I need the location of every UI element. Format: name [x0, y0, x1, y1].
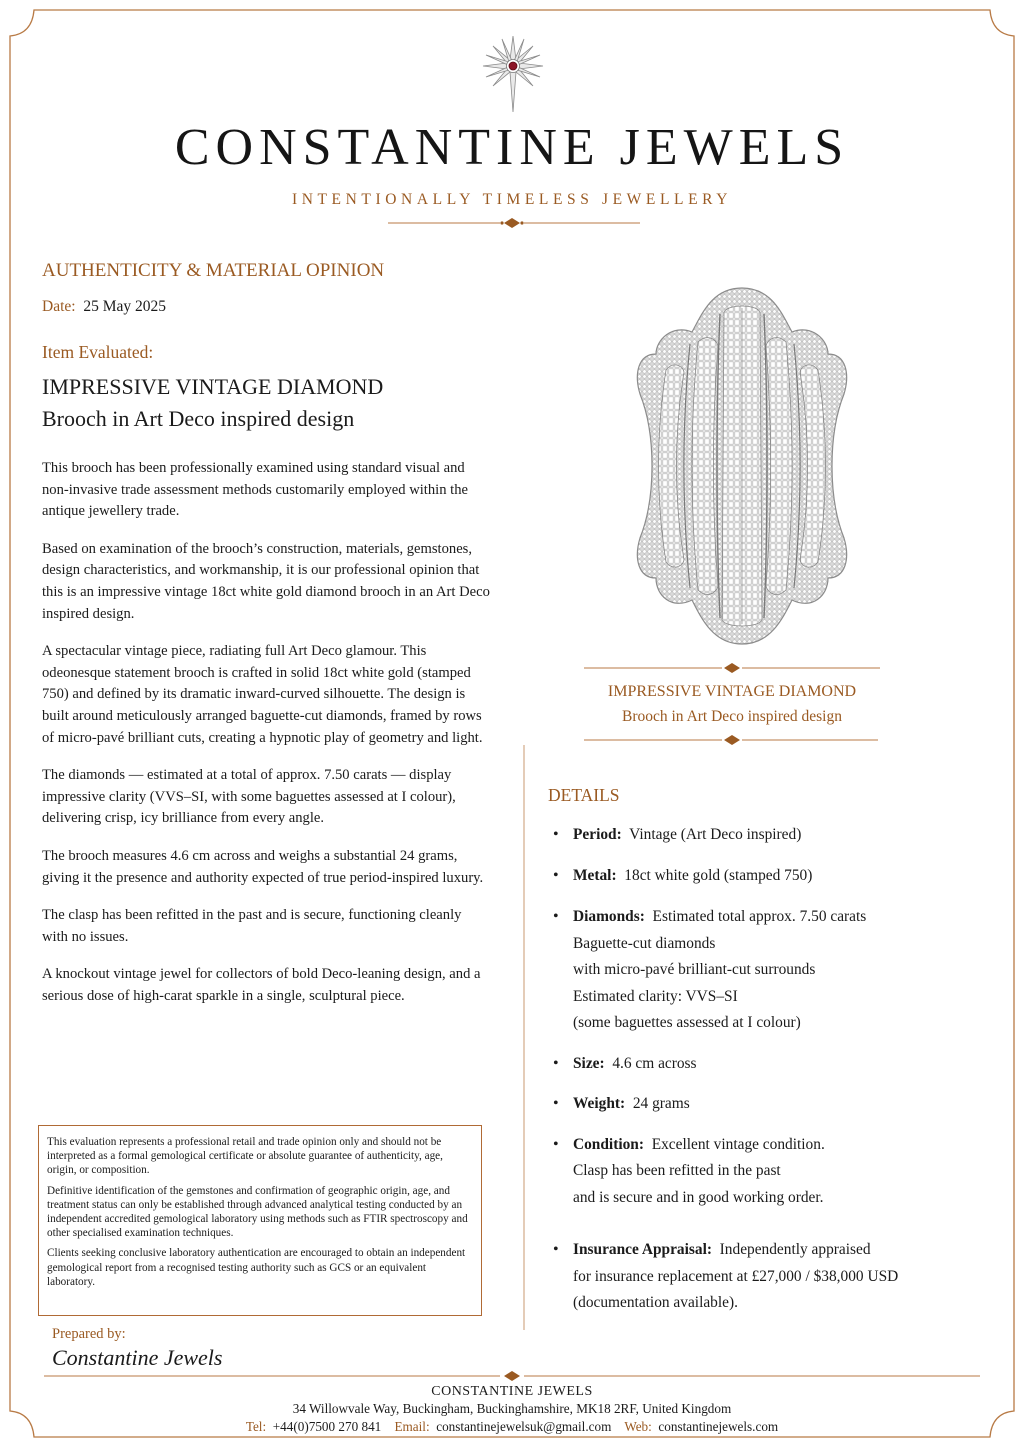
detail-label: Size: [573, 1054, 605, 1072]
body-paragraph: Based on examination of the brooch’s construction, materials, gemstones, design characteristics, and workmanship, it is our professional opinion that this is an impressive vintage 18ct white gold diamond brooch in an Art Deco inspired design. [42, 540, 490, 622]
body-paragraph: A knockout vintage jewel for collectors of bold Deco-leaning design, and a serious dose of high-carat sparkle in a single, sculptural piece. [42, 966, 481, 1004]
detail-value: 4.6 cm across [612, 1054, 697, 1072]
date-value: 25 May 2025 [83, 298, 166, 315]
report-body [42, 458, 490, 1023]
details-heading: DETAILS [548, 785, 620, 805]
detail-metal [553, 863, 1003, 890]
date-label: Date: [42, 298, 76, 315]
detail-value: Independently appraised [719, 1241, 871, 1258]
disclaimer-paragraph: This evaluation represents a professional retail and trade opinion only and should not be interpreted as a formal gemological certificate or absolute guarantee of authenticity, age, origin, or composition. [47, 1136, 443, 1177]
report-date [42, 298, 166, 316]
web-link[interactable]: constantinejewels.com [658, 1419, 779, 1434]
tel-label: Tel: [245, 1419, 267, 1434]
detail-value: 24 grams [632, 1095, 690, 1112]
detail-value: Vintage (Art Deco inspired) [629, 826, 802, 843]
detail-size [553, 1051, 1003, 1078]
body-paragraph: The diamonds — estimated at a total of approx. 7.50 carats — display impressive clarity (VVS–SI, with some baguettes assessed at I colour), delivering crisp, icy brilliance from every angle. [42, 767, 456, 827]
detail-label: Condition: [573, 1135, 644, 1153]
details-list [553, 822, 1003, 1317]
star-logo-icon [478, 30, 548, 114]
brand-name: CONSTANTINE JEWELS [174, 119, 850, 176]
prepared-by-label: Prepared by: [52, 1326, 126, 1342]
item-evaluated-label: Item Evaluated: [42, 342, 154, 362]
detail-value: 18ct white gold (stamped 750) [624, 866, 813, 884]
detail-value: and is secure and in good working order. [573, 1188, 824, 1206]
detail-label: Weight: [573, 1095, 626, 1112]
detail-value: Baguette-cut diamonds [573, 934, 716, 952]
disclaimer-paragraph: Definitive identification of the gemstones and confirmation of geographic origin, age, and treatment status can only be established through advanced analytical testing conducted by an independent accredited gemological laboratory using methods such as FTIR spectroscopy and other specialised examination techniques. [47, 1184, 468, 1240]
detail-value: for insurance replacement at £27,000 / $38,000 USD [573, 1267, 899, 1285]
email-link[interactable]: constantinejewelsuk@gmail.com [436, 1419, 612, 1434]
email-label: Email: [394, 1419, 430, 1434]
detail-period [553, 822, 1003, 849]
detail-weight [553, 1091, 1003, 1118]
detail-value: Excellent vintage condition. [651, 1135, 825, 1153]
disclaimer-paragraph: Clients seeking conclusive laboratory authentication are encouraged to obtain an independent gemological report from a recognised testing authority such as GCS or an equivalent laboratory. [47, 1247, 466, 1288]
detail-value: Estimated total approx. 7.50 carats [652, 908, 867, 925]
detail-value: (some baguettes assessed at I colour) [573, 1014, 801, 1031]
brooch-image [632, 284, 852, 648]
body-paragraph: The brooch measures 4.6 cm across and weighs a substantial 24 grams, giving it the presence and authority expected of true period-inspired luxury. [42, 847, 484, 886]
detail-label: Metal: [573, 866, 617, 884]
body-paragraph: The clasp has been refitted in the past and is secure, functioning cleanly with no issues. [42, 907, 462, 945]
detail-label: Insurance Appraisal: [573, 1241, 712, 1258]
item-title-line-1: IMPRESSIVE VINTAGE DIAMOND [42, 374, 384, 399]
image-caption-line-2: Brooch in Art Deco inspired design [622, 708, 842, 725]
body-paragraph: A spectacular vintage piece, radiating full Art Deco glamour. This odeonesque statement brooch is crafted in solid 18ct white gold (stamped 750) and defined by its dramatic inward-curved silhouette. The design is built around meticulously arranged baguette-cut diamonds, framed by rows of micro-pavé brilliant cuts, creating a hypnotic play of geometry and light. [42, 643, 483, 746]
image-caption-line-1: IMPRESSIVE VINTAGE DIAMOND [607, 683, 857, 700]
footer-company-name: CONSTANTINE JEWELS [431, 1384, 593, 1399]
body-paragraph: This brooch has been professionally examined using standard visual and non-invasive trade assessment methods customarily employed within the antique jewellery trade. [42, 460, 468, 520]
prepared-by-signature: Constantine Jewels [52, 1345, 223, 1370]
detail-condition [553, 1132, 1003, 1212]
detail-value: (documentation available). [573, 1294, 738, 1311]
brand-tagline: INTENTIONALLY TIMELESS JEWELLERY [291, 191, 733, 208]
detail-label: Diamonds: [573, 908, 645, 925]
detail-value: Estimated clarity: VVS–SI [573, 987, 738, 1005]
disclaimer-box [38, 1125, 482, 1316]
detail-diamonds [553, 904, 1003, 1037]
detail-label: Period: [573, 826, 622, 843]
detail-insurance [553, 1237, 1003, 1317]
item-title-line-2: Brooch in Art Deco inspired design [42, 406, 355, 431]
footer-address: 34 Willowvale Way, Buckingham, Buckinghamshire, MK18 2RF, United Kingdom [292, 1401, 732, 1416]
report-heading: AUTHENTICITY & MATERIAL OPINION [42, 260, 385, 281]
detail-value: with micro-pavé brilliant-cut surrounds [573, 961, 816, 978]
footer-contacts [0, 1419, 1024, 1435]
detail-value: Clasp has been refitted in the past [573, 1162, 781, 1179]
web-label: Web: [624, 1419, 652, 1434]
tel-value[interactable]: +44(0)7500 270 841 [272, 1419, 382, 1434]
